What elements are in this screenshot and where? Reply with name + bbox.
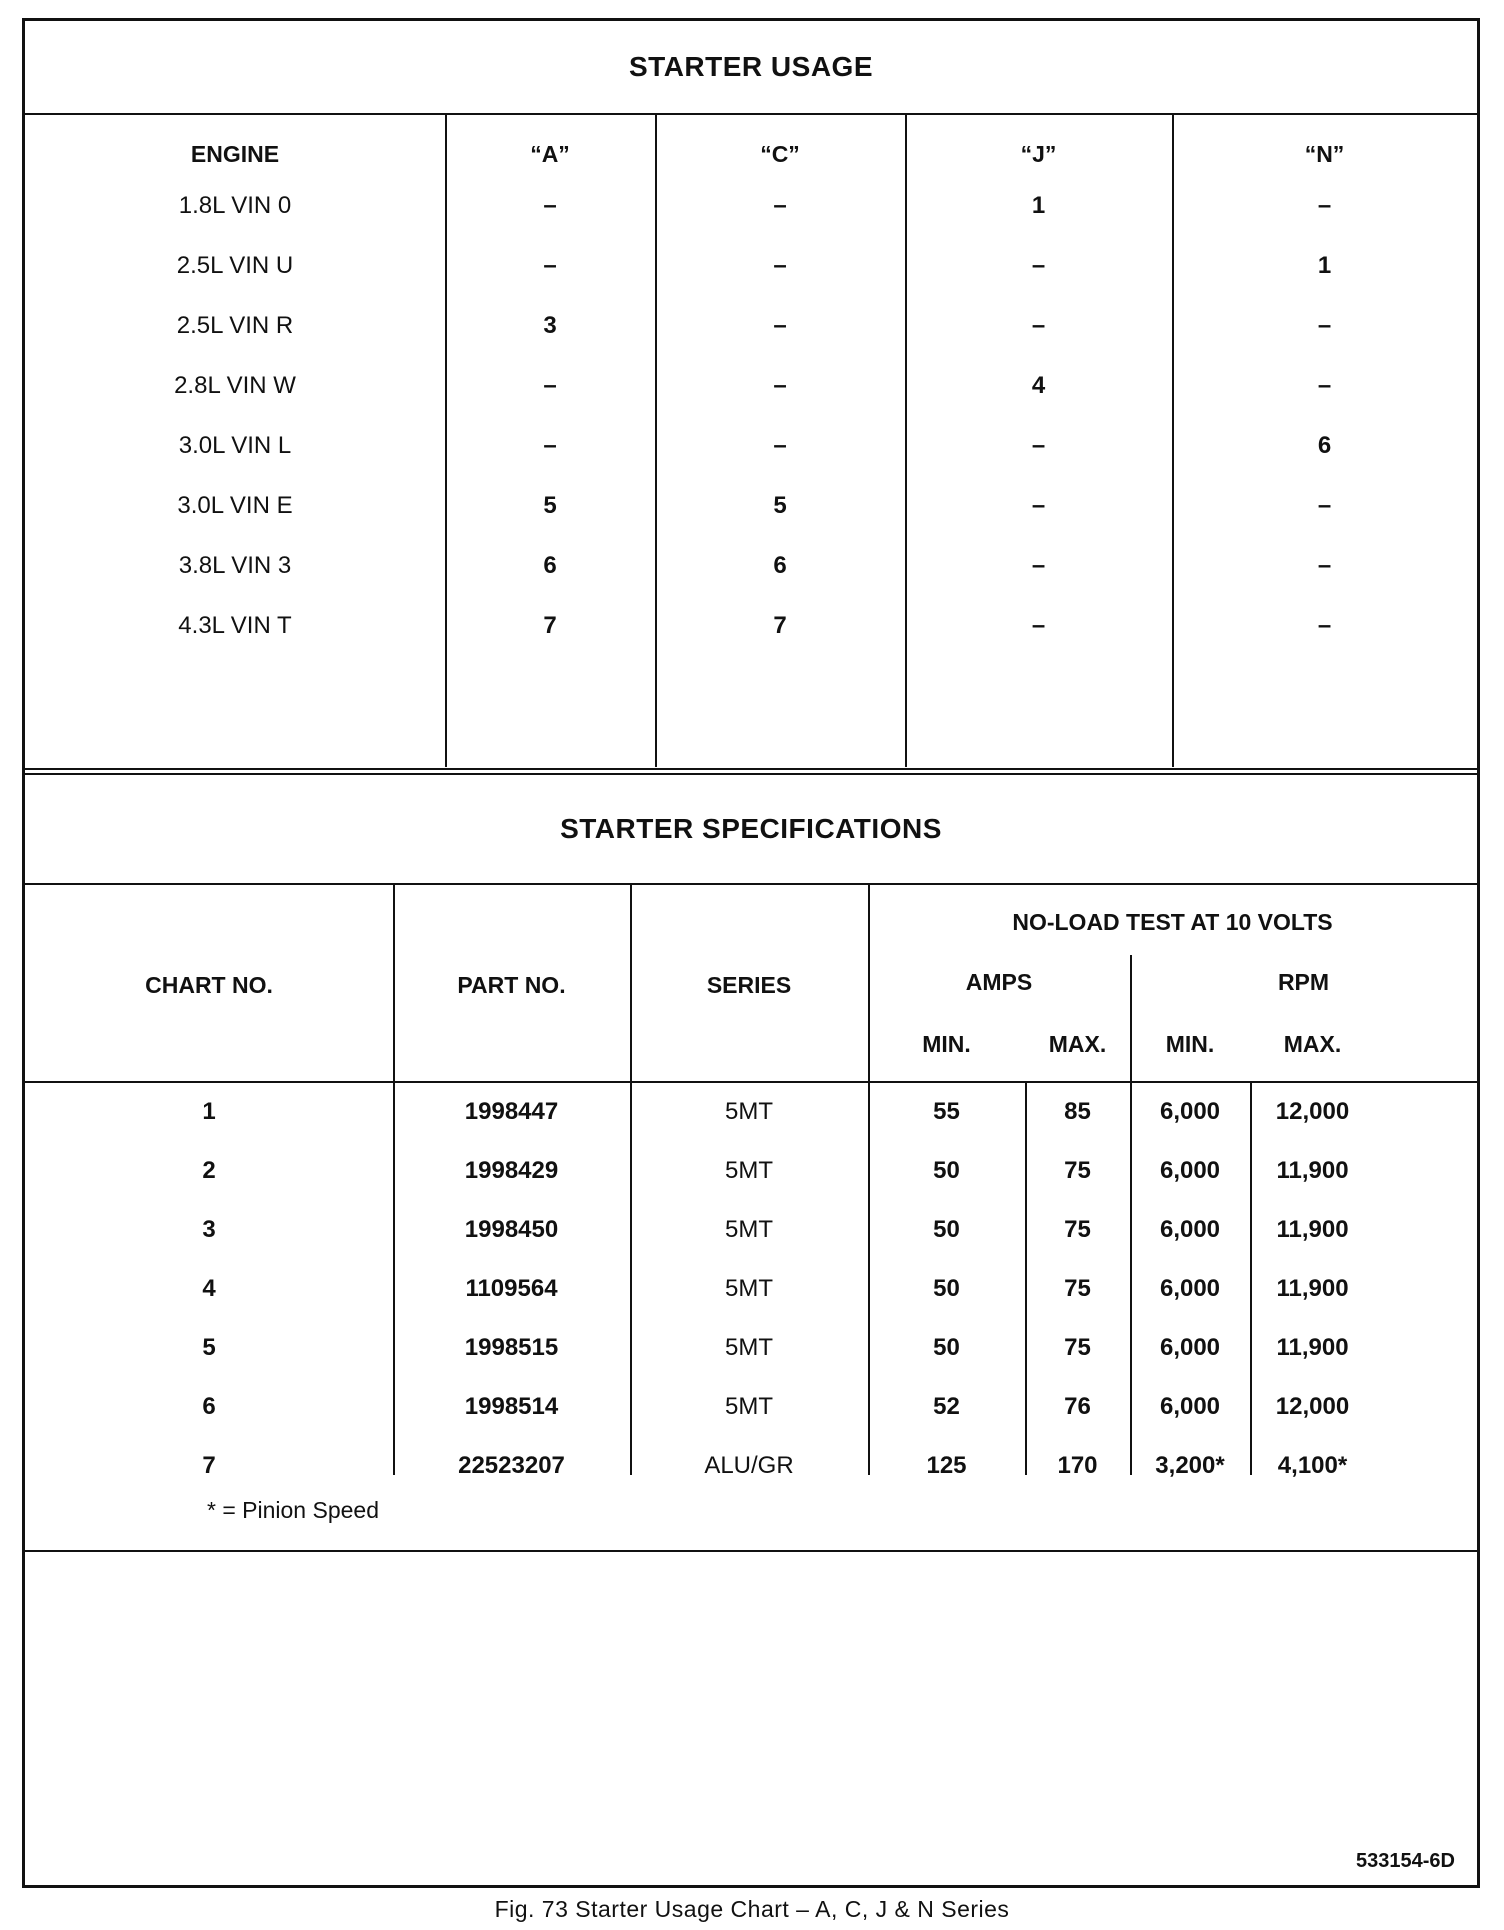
usage-chart-cell: 1: [1317, 252, 1332, 279]
specs-rpm-max-cell: 12,000: [1275, 1393, 1350, 1420]
specs-amps-min-cell: 50: [933, 1216, 960, 1243]
usage-engine-cell: 2.8L VIN W: [174, 372, 296, 399]
usage-chart-cell: 7: [773, 612, 787, 639]
specs-header-rule: [25, 1081, 1477, 1083]
usage-chart-cell: –: [1317, 492, 1332, 519]
usage-engine-cell: 4.3L VIN T: [178, 612, 292, 639]
specs-chart-no-cell: 4: [202, 1275, 216, 1302]
usage-engine-cell: 2.5L VIN U: [176, 252, 294, 279]
specs-series-cell: 5MT: [725, 1157, 773, 1184]
specs-series-cell: 5MT: [725, 1216, 773, 1243]
usage-chart-cell: 6: [1317, 432, 1332, 459]
usage-chart-cell: 1: [1031, 192, 1046, 219]
specs-chart-no-cell: 1: [202, 1098, 216, 1125]
specs-rpm-min-cell: 6,000: [1159, 1216, 1221, 1243]
usage-chart-cell: 3: [543, 312, 557, 339]
specs-part-no-cell: 22523207: [458, 1452, 565, 1479]
specs-rpm-max-cell: 11,900: [1276, 1216, 1349, 1243]
usage-chart-cell: –: [1317, 612, 1332, 639]
specs-chart-no-cell: 2: [202, 1157, 216, 1184]
usage-chart-cell: –: [773, 252, 787, 279]
specs-amps-min-cell: 50: [933, 1334, 960, 1361]
usage-chart-cell: –: [1031, 252, 1046, 279]
specs-rpm-max-cell: 4,100*: [1277, 1452, 1348, 1479]
usage-chart-cell: –: [1317, 552, 1332, 579]
usage-chart-cell: –: [773, 432, 787, 459]
specs-chart-no-cell: 7: [202, 1452, 216, 1479]
specs-rpm-max-cell: 11,900: [1276, 1157, 1349, 1184]
usage-chart-cell: –: [543, 372, 557, 399]
specs-header-max: MAX.: [1048, 1030, 1107, 1057]
specs-rpm-min-cell: 6,000: [1159, 1275, 1221, 1302]
specs-title: STARTER SPECIFICATIONS: [560, 813, 942, 844]
figure-frame: [22, 18, 1480, 1888]
usage-header-4: “N”: [1304, 140, 1345, 167]
specs-amps-min-cell: 125: [926, 1452, 967, 1479]
usage-chart-cell: 5: [773, 492, 787, 519]
section-divider-top: [25, 768, 1477, 770]
specs-amps-min-cell: 50: [933, 1275, 960, 1302]
usage-chart-cell: –: [1317, 192, 1332, 219]
specs-header-chart-no: CHART NO.: [145, 971, 273, 998]
usage-title: STARTER USAGE: [629, 51, 873, 82]
specs-part-no-cell: 1998429: [464, 1157, 559, 1184]
specs-rpm-max-cell: 12,000: [1275, 1098, 1350, 1125]
usage-chart-cell: 7: [543, 612, 557, 639]
usage-engine-cell: 1.8L VIN 0: [178, 192, 292, 219]
specs-rpm-max-cell: 11,900: [1276, 1334, 1349, 1361]
specs-header-min: MIN.: [1165, 1030, 1215, 1057]
specs-series-cell: ALU/GR: [704, 1452, 794, 1479]
specs-rpm-min-cell: 6,000: [1159, 1393, 1221, 1420]
specs-series-cell: 5MT: [725, 1275, 773, 1302]
specs-amps-min-cell: 55: [933, 1098, 960, 1125]
specs-rpm-max-cell: 11,900: [1276, 1275, 1349, 1302]
usage-chart-cell: –: [773, 192, 787, 219]
usage-chart-cell: –: [773, 372, 787, 399]
specs-table: [25, 885, 1477, 1550]
specs-amps-min-cell: 52: [933, 1393, 960, 1420]
specs-series-cell: 5MT: [725, 1393, 773, 1420]
specs-part-no-cell: 1998447: [464, 1098, 559, 1125]
specs-amps-max-cell: 170: [1057, 1452, 1098, 1479]
specs-amps-max-cell: 75: [1064, 1216, 1091, 1243]
usage-header-1: “A”: [530, 140, 570, 167]
specs-header-series: SERIES: [706, 971, 792, 998]
specs-part-no-cell: 1998514: [464, 1393, 559, 1420]
usage-header-2: “C”: [760, 140, 800, 167]
specs-bottom-divider: [25, 1550, 1477, 1552]
usage-chart-cell: –: [1031, 312, 1046, 339]
specs-amps-max-cell: 76: [1064, 1393, 1091, 1420]
usage-engine-cell: 3.8L VIN 3: [178, 552, 292, 579]
specs-chart-no-cell: 3: [202, 1216, 216, 1243]
usage-chart-cell: –: [1031, 432, 1046, 459]
specs-rpm-min-cell: 6,000: [1159, 1098, 1221, 1125]
specs-header-min: MIN.: [922, 1030, 971, 1057]
specs-part-no-cell: 1109564: [465, 1275, 558, 1302]
specs-part-no-cell: 1998450: [464, 1216, 559, 1243]
usage-chart-cell: –: [1317, 372, 1332, 399]
specs-rpm-min-cell: 6,000: [1159, 1157, 1221, 1184]
usage-engine-cell: 3.0L VIN L: [178, 432, 292, 459]
figure-caption: Fig. 73 Starter Usage Chart – A, C, J & N Series: [494, 1896, 1010, 1922]
usage-chart-cell: 5: [543, 492, 557, 519]
specs-chart-no-cell: 5: [202, 1334, 216, 1361]
usage-header-0: ENGINE: [190, 140, 280, 167]
usage-header-3: “J”: [1020, 140, 1057, 167]
usage-chart-cell: 4: [1031, 372, 1046, 399]
usage-engine-cell: 3.0L VIN E: [177, 492, 293, 519]
specs-rpm-min-cell: 6,000: [1159, 1334, 1221, 1361]
specs-header-no-load: NO-LOAD TEST AT 10 VOLTS: [1012, 908, 1333, 935]
specs-chart-no-cell: 6: [202, 1393, 216, 1420]
specs-amps-max-cell: 85: [1064, 1098, 1091, 1125]
specs-amps-max-cell: 75: [1064, 1275, 1091, 1302]
specs-header-amps: AMPS: [965, 968, 1033, 995]
usage-chart-cell: –: [1031, 612, 1046, 639]
specs-footnote: * = Pinion Speed: [207, 1497, 379, 1523]
usage-table: [25, 115, 1477, 767]
usage-chart-cell: –: [1031, 552, 1046, 579]
figure-code: 533154-6D: [1356, 1850, 1455, 1872]
specs-amps-max-cell: 75: [1064, 1157, 1091, 1184]
usage-chart-cell: –: [543, 252, 557, 279]
usage-chart-cell: 6: [773, 552, 787, 579]
specs-header-rpm: RPM: [1277, 968, 1330, 995]
usage-chart-cell: –: [1031, 492, 1046, 519]
specs-rpm-min-cell: 3,200*: [1155, 1452, 1225, 1479]
specs-part-no-cell: 1998515: [464, 1334, 559, 1361]
specs-header-max: MAX.: [1283, 1030, 1342, 1057]
usage-chart-cell: 6: [543, 552, 557, 579]
specs-series-cell: 5MT: [725, 1098, 773, 1125]
specs-header-part-no: PART NO.: [457, 971, 566, 998]
usage-chart-cell: –: [773, 312, 787, 339]
usage-chart-cell: –: [543, 192, 557, 219]
specs-series-cell: 5MT: [725, 1334, 773, 1361]
usage-chart-cell: –: [1317, 312, 1332, 339]
specs-amps-max-cell: 75: [1064, 1334, 1091, 1361]
usage-chart-cell: –: [543, 432, 557, 459]
usage-engine-cell: 2.5L VIN R: [176, 312, 294, 339]
specs-amps-min-cell: 50: [933, 1157, 960, 1184]
